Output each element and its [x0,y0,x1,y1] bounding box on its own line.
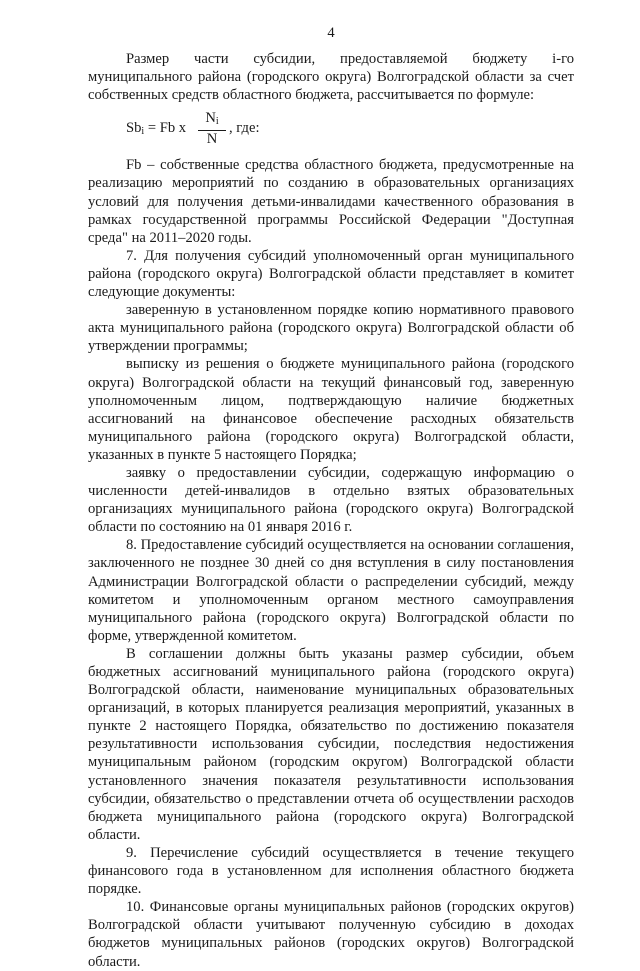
intro-paragraph: Размер части субсидии, предоставляемой бюджету i-го муниципального района (городского округа) Волгоградской области за счет собственных средств областного бюджета, рассчитывается по формуле: [88,51,574,104]
paragraph-doc-application: заявку о предоставлении субсидии, содержащую информацию о численности детей-инвалидов в отдельно взятых образовательных организациях муниципального района (городского округа) Волгоградской области по состоянию на 01 января 2016 г. [88,464,574,536]
paragraph-doc-program-copy: заверенную в установленном порядке копию нормативного правового акта муниципального района (городского округа) Волгоградской области об утверждении программы; [88,302,574,355]
formula-denominator: N [206,131,218,148]
paragraph-item-10: 10. Финансовые органы муниципальных районов (городских округов) Волгоградской области учитывают полученную субсидию в доходах бюджетов муниципальных районов (городских округов) Волгоградской области. [88,899,574,970]
page-number: 4 [327,25,335,41]
paragraph-doc-budget-extract: выписку из решения о бюджете муниципального района (городского округа) Волгоградской области на текущий финансовый год, заверенную уполномоченным лицом, подтверждающую наличие бюджетных ассигнований на финансовое обеспечение расходных обязательств муниципального района (городского округа) Волгоградской области, указанных в пункте 5 настоящего Порядка; [88,356,574,463]
subsidy-formula [126,110,574,148]
formula-numerator-subscript: i [215,116,219,128]
formula-equals: = Fb x [144,120,187,137]
formula-numerator [198,110,226,131]
formula-lhs [126,119,186,141]
formula-lhs-subscript: i [141,126,145,138]
paragraph-item-8: 8. Предоставление субсидий осуществляется на основании соглашения, заключенного не позднее 30 дней со дня вступления в силу постановления Администрации Волгоградской области о распределении субсидий, между комитетом и уполномоченным органом местного самоуправления муниципального района (городского округа) Волгоградской области по форме, утвержденной комитетом. [88,537,574,644]
formula-lhs-symbol: Sb [126,120,142,137]
formula-numerator-symbol: N [205,110,216,127]
paragraph-fb-definition: Fb – собственные средства областного бюджета, предусмотренные на реализацию мероприятий по созданию в образовательных организациях условий для получения детьми-инвалидами качественного образования в рамках государственной программы Российской Федерации "Доступная среда" на 2011–2020 годы. [88,157,574,246]
document-page [88,24,574,971]
paragraph-item-9: 9. Перечисление субсидий осуществляется в течение текущего финансового года в установленном для исполнения областного бюджета порядке. [88,844,574,898]
paragraph-item-7: 7. Для получения субсидий уполномоченный орган муниципального района (городского округа) Волгоградской области представляет в комитет следующие документы: [88,247,574,301]
paragraph-agreement-contents: В соглашении должны быть указаны размер субсидии, объем бюджетных ассигнований муниципального района (городского округа) Волгоградской области, наименование муниципальных образовательных организаций, в которых планируется реализация мероприятий, указанных в пункте 2 настоящего Порядка, обязательство по достижению показателя результативности использования субсидии, последствия недостижения муниципальным районом (городским округом) Волгоградской области установленного значения показателя результативности использования субсидии, обязательство о представлении отчета об осуществлении расходов бюджета муниципального района (городского округа) Волгоградской области. [88,645,574,843]
formula-tail: , где: [229,120,260,137]
formula-fraction [198,110,226,148]
